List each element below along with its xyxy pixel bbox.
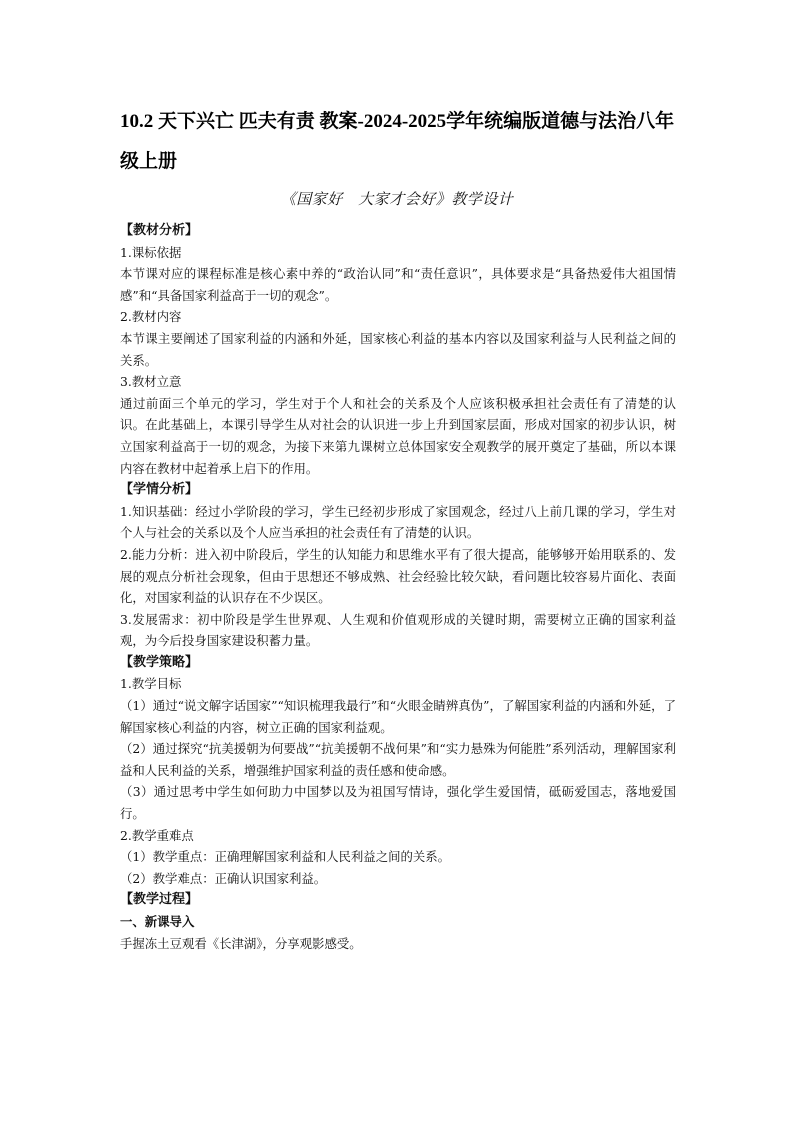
section-heading-process: 【教学过程】	[120, 892, 199, 908]
lesson-design-subtitle: 《国家好 大家才会好》教学设计	[280, 190, 514, 208]
paragraph: 1.知识基础：经过小学阶段的学习，学生已经初步形成了家国观念，经过八上前几课的学习，学生对个人与社会的关系以及个人应当承担的社会责任有了清楚的认识。	[120, 503, 676, 541]
paragraph-label: 2.教学重难点	[120, 827, 194, 843]
paragraph: （1）通过“说文解字话国家”“知识梳理我最行”和“火眼金睛辨真伪”，了解国家利益的内涵和外延，了解国家核心利益的内容，树立正确的国家利益观。	[120, 698, 676, 735]
step-heading: 一、新课导入	[120, 914, 195, 929]
paragraph: （1）教学重点：正确理解国家利益和人民利益之间的关系。	[120, 849, 451, 865]
section-heading-learner: 【学情分析】	[120, 482, 199, 498]
document-body	[120, 220, 676, 954]
paragraph: 3.发展需求：初中阶段是学生世界观、人生观和价值观形成的关键时期，需要树立正确的国家利益观，为今后投身国家建设积蓄力量。	[120, 611, 676, 649]
paragraph-label: 3.教材立意	[120, 374, 182, 390]
paragraph: （2）教学难点：正确认识国家利益。	[120, 870, 327, 886]
paragraph-label: 1.教学目标	[120, 676, 182, 692]
paragraph: （2）通过探究“抗美援朝为何要战”“抗美援朝不战何果”和“实力悬殊为何能胜”系列活动，理解国家利益和人民利益的关系，增强维护国家利益的责任感和使命感。	[120, 741, 676, 778]
paragraph: 2.能力分析：进入初中阶段后，学生的认知能力和思维水平有了很大提高，能够够开始用联系的、发展的观点分析社会现象，但由于思想还不够成熟、社会经验比较欠缺，看问题比较容易片面化、表面化，对国家利益的认识存在不少误区。	[120, 546, 676, 606]
section-heading-textbook: 【教材分析】	[120, 223, 199, 238]
paragraph: （3）通过思考中学生如何助力中国梦以及为祖国写情诗，强化学生爱国情，砥砺爱国志，落地爱国行。	[120, 784, 676, 822]
paragraph: 本节课主要阐述了国家利益的内涵和外延，国家核心利益的基本内容以及国家利益与人民利益之间的关系。	[120, 330, 676, 368]
paragraph: 手握冻土豆观看《长津湖》，分享观影感受。	[120, 935, 362, 951]
paragraph-label: 2.教材内容	[120, 309, 182, 325]
document-title: 10.2 天下兴亡 匹夫有责 教案-2024-2025学年统编版道德与法治八年级上册	[120, 111, 675, 172]
section-heading-strategy: 【教学策略】	[120, 654, 199, 670]
paragraph: 本节课对应的课程标准是核心素中养的“政治认同”和“责任意识”，具体要求是“具备热爱伟大祖国情感”和“具备国家利益高于一切的观念”。	[120, 266, 676, 303]
paragraph-label: 1.课标依据	[120, 244, 182, 260]
paragraph: 通过前面三个单元的学习，学生对于个人和社会的关系及个人应该积极承担社会责任有了清楚的认识。在此基础上，本课引导学生从对社会的认识进一步上升到国家层面，形成对国家的初步认识，树立国家利益高于一切的观念，为接下来第九课树立总体国家安全观教学的展开奠定了基础，所以本课内容在教材中起着承上启下的作用。	[120, 395, 676, 476]
